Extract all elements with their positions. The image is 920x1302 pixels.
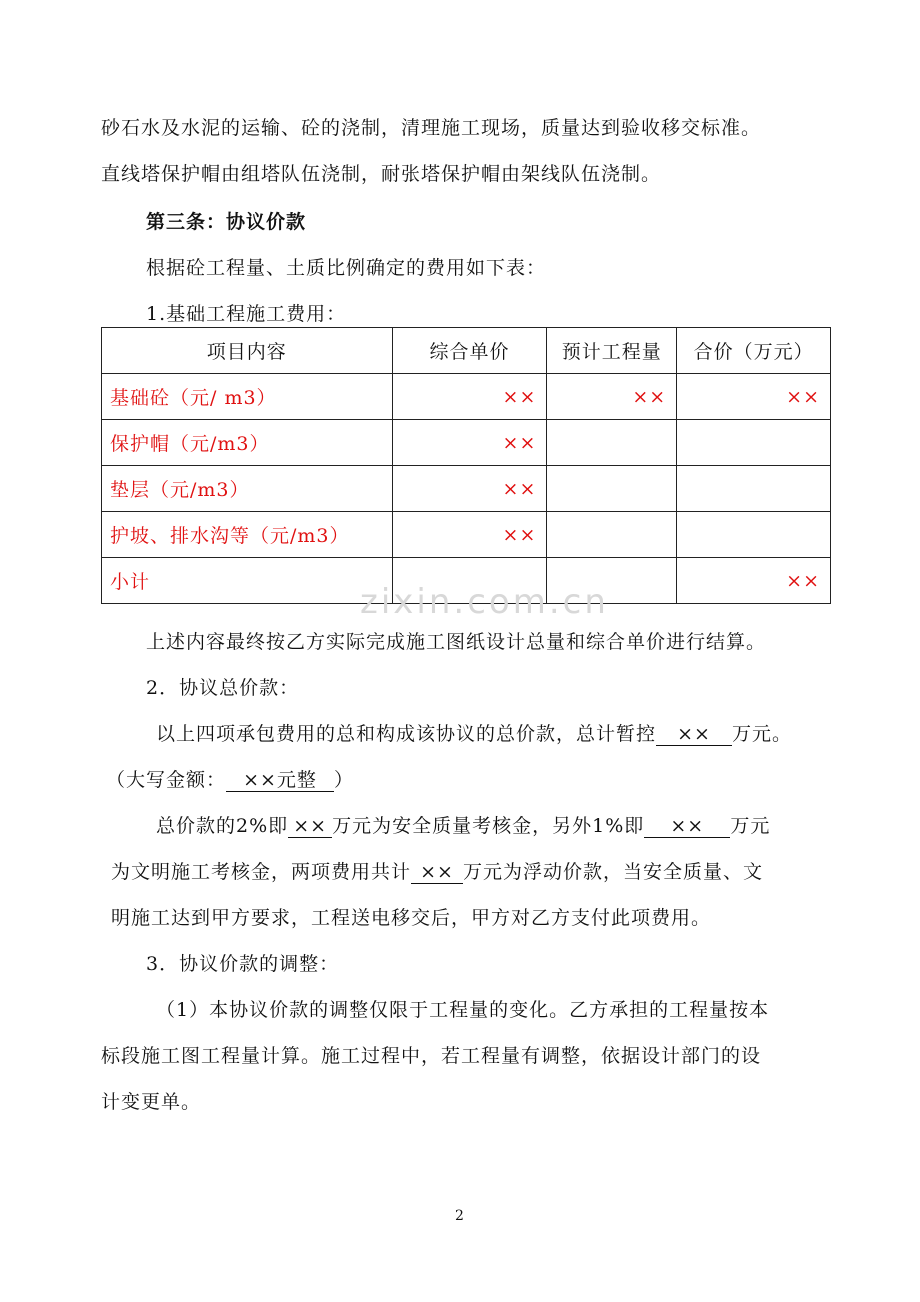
row-total: ×× (677, 558, 831, 604)
header-unit-price: 综合单价 (392, 328, 547, 374)
capital-amount-close: ） (334, 769, 355, 791)
header-total: 合价（万元） (677, 328, 831, 374)
row-unit-price: ×× (392, 466, 547, 512)
table-row (102, 466, 831, 512)
row-quantity (547, 420, 677, 466)
total-price-text: 以上四项承包费用的总和构成该协议的总价款，总计暂控 (156, 723, 657, 745)
row-quantity: ×× (547, 374, 677, 420)
capital-amount-value: ××元整 (226, 769, 334, 792)
total-price-value: ×× (656, 723, 732, 746)
subsection-1: 1.基础工程施工费用： (146, 303, 347, 325)
row-total (677, 466, 831, 512)
table-row (102, 420, 831, 466)
row-total: ×× (677, 374, 831, 420)
subsection-3: 3．协议价款的调整： (146, 953, 340, 975)
civilization-text-1: 为文明施工考核金，两项费用共计 (111, 861, 412, 883)
adjustment-line-3: 计变更单。 (101, 1091, 202, 1113)
civilization-line (111, 860, 763, 884)
row-total (677, 512, 831, 558)
row-item: 保护帽（元/m3） (102, 420, 393, 466)
header-quantity: 预计工程量 (547, 328, 677, 374)
row-total (677, 420, 831, 466)
deposit-text-2: 万元为安全质量考核金，另外1%即 (332, 815, 645, 837)
capital-amount-label: （大写金额： (106, 769, 227, 791)
paragraph-3: 根据砼工程量、土质比例确定的费用如下表： (146, 257, 547, 279)
adjustment-line-1: （1）本协议价款的调整仅限于工程量的变化。乙方承担的工程量按本 (156, 999, 770, 1021)
header-item: 项目内容 (102, 328, 393, 374)
row-quantity (547, 512, 677, 558)
section-heading-3: 第三条：协议价款 (146, 211, 307, 233)
total-price-unit: 万元。 (732, 723, 793, 745)
paragraph-1: 砂石水及水泥的运输、砼的浇制，清理施工现场，质量达到验收移交标准。 (101, 117, 762, 139)
paragraph-2: 直线塔保护帽由组塔队伍浇制，耐张塔保护帽由架线队伍浇制。 (101, 163, 662, 185)
watermark: zixin.com.cn (360, 582, 609, 622)
deposit-value-2: ×× (644, 815, 730, 838)
table-header-row (102, 328, 831, 374)
row-item: 护坡、排水沟等（元/m3） (102, 512, 393, 558)
table-row (102, 512, 831, 558)
subsection-2: 2．协议总价款： (146, 677, 300, 699)
row-item: 垫层（元/m3） (102, 466, 393, 512)
deposit-text-3: 万元 (730, 815, 771, 837)
civilization-line-2: 明施工达到甲方要求，工程送电移交后，甲方对乙方支付此项费用。 (111, 907, 712, 929)
paragraph-after-table: 上述内容最终按乙方实际完成施工图纸设计总量和综合单价进行结算。 (146, 631, 767, 653)
row-unit-price: ×× (392, 420, 547, 466)
fee-table (101, 327, 831, 604)
total-price-line (156, 722, 792, 746)
capital-amount-line (106, 768, 354, 792)
row-item: 小计 (102, 558, 393, 604)
row-quantity (547, 466, 677, 512)
civilization-value: ×× (411, 861, 463, 884)
row-unit-price: ×× (392, 374, 547, 420)
deposit-value-1: ×× (288, 815, 332, 838)
table-row (102, 374, 831, 420)
deposit-line (156, 814, 770, 838)
row-unit-price: ×× (392, 512, 547, 558)
adjustment-line-2: 标段施工图工程量计算。施工过程中，若工程量有调整，依据设计部门的设 (101, 1045, 762, 1067)
civilization-text-2: 万元为浮动价款，当安全质量、文 (463, 861, 764, 883)
deposit-text-1: 总价款的2%即 (156, 815, 289, 837)
page-number: 2 (455, 1208, 464, 1224)
row-item: 基础砼（元/ m3） (102, 374, 393, 420)
